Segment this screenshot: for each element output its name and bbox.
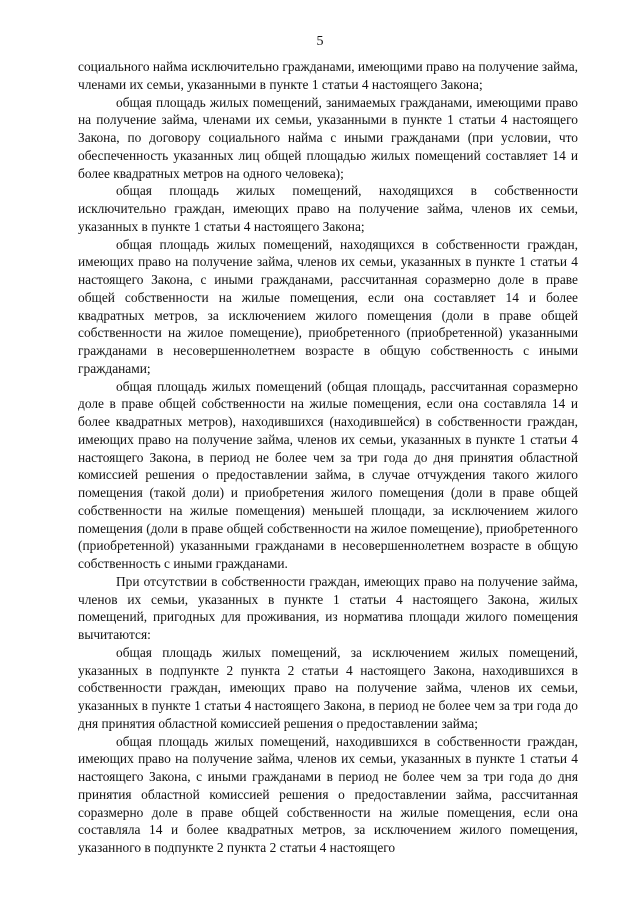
paragraph: общая площадь жилых помещений, находящихся в собственности граждан, имеющих право на получение займа, членов их семьи, указанных в пункте 1 статьи 4 настоящего Закона, с иными гражданами, рассчитанная соразмерно доле в праве общей собственности на жилые помещения, если она составляет 14 и более квадратных метров, за исключением жилого помещения (доли в праве общей собственности на жилое помещение), приобретенного (приобретенной) указанными гражданами в несовершеннолетнем возрасте в общую собственность с иными гражданами; [78,236,578,376]
paragraph: общая площадь жилых помещений, находившихся в собственности граждан, имеющих право на получение займа, членов их семьи, указанных в пункте 1 статьи 4 настоящего Закона, с иными гражданами в период не более чем за три года до дня принятия областной комиссией решения о предоставлении займа, рассчитанная соразмерно доле в праве общей собственности на жилые помещения, если она составляла 14 и более квадратных метров, за исключением жилого помещения, указанного в подпункте 2 пункта 2 статьи 4 настоящего [78,733,578,855]
paragraph: При отсутствии в собственности граждан, имеющих право на получение займа, членов их семьи, указанных в пункте 1 статьи 4 настоящего Закона, жилых помещений, пригодных для проживания, из норматива площади жилого помещения вычитаются: [78,573,578,642]
paragraph-continuation: социального найма исключительно гражданами, имеющими право на получение займа, членами их семьи, указанными в пункте 1 статьи 4 настоящего Закона; [78,59,578,92]
page-number: 5 [316,34,324,49]
paragraph: общая площадь жилых помещений, за исключением жилых помещений, указанных в подпункте 2 пункта 2 статьи 4 настоящего Закона, находившихся в собственности граждан, имеющих право на получение займа, членов их семьи, указанных в пункте 1 статьи 4 настоящего Закона, в период не более чем за три года до дня принятия областной комиссией решения о предоставлении займа; [78,644,578,731]
paragraph: общая площадь жилых помещений (общая площадь, рассчитанная соразмерно доле в праве общей собственности на жилые помещения, если она составляла 14 и более квадратных метров), находившихся (находившейся) в собственности граждан, имеющих право на получение займа, членов их семьи, указанных в пункте 1 статьи 4 настоящего Закона, в период не более чем за три года до дня принятия областной комиссией решения о предоставлении займа, в случае отчуждения такого жилого помещения (такой доли) и приобретения жилого помещения (доли в праве общей собственности на жилые помещения) меньшей площади, за исключением жилого помещения (доли в праве общей собственности на жилое помещение), приобретенного (приобретенной) указанными гражданами в несовершеннолетнем возрасте в общую собственность с иными гражданами. [78,378,578,571]
body-text [78,58,578,857]
paragraph: общая площадь жилых помещений, занимаемых гражданами, имеющими право на получение займа, членами их семьи, указанными в пункте 1 статьи 4 настоящего Закона, по договору социального найма с иными гражданами (при условии, что обеспеченность указанных лиц общей площадью жилых помещений составляет 14 и более квадратных метров на одного человека); [78,94,578,181]
paragraph: общая площадь жилых помещений, находящихся в собственности исключительно граждан, имеющих право на получение займа, членов их семьи, указанных в пункте 1 статьи 4 настоящего Закона; [78,183,578,234]
